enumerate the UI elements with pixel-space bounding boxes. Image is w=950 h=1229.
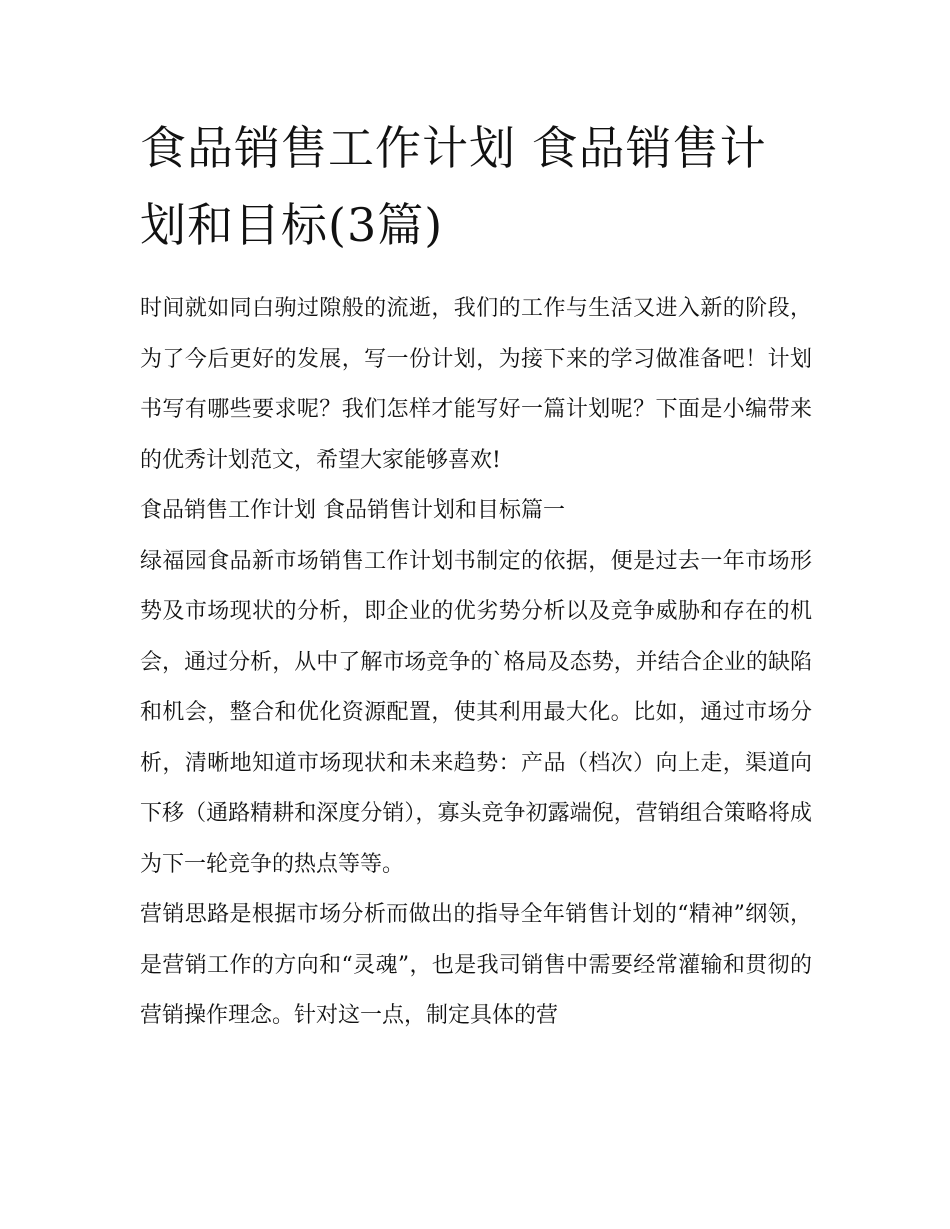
document-page: [140, 110, 812, 1042]
body-paragraph-1: 绿福园食品新市场销售工作计划书制定的依据，便是过去一年市场形势及市场现状的分析，即企业的优劣势分析以及竞争威胁和存在的机会，通过分析，从中了解市场竞争的`格局及态势，并结合企业的缺陷和机会，整合和优化资源配置，使其利用最大化。比如，通过市场分析，清晰地知道市场现状和未来趋势：产品（档次）向上走，渠道向下移（通路精耕和深度分销），寡头竞争初露端倪，营销组合策略将成为下一轮竞争的热点等等。: [140, 548, 812, 877]
body-paragraph-2: 营销思路是根据市场分析而做出的指导全年销售计划的“精神”纲领，是营销工作的方向和“灵魂”，也是我司销售中需要经常灌输和贯彻的营销操作理念。针对这一点，制定具体的营: [140, 902, 812, 1028]
document-title: 食品销售工作计划 食品销售计划和目标(3篇): [140, 121, 767, 252]
section-heading: 食品销售工作计划 食品销售计划和目标篇一: [140, 498, 565, 523]
intro-paragraph: 时间就如同白驹过隙般的流逝，我们的工作与生活又进入新的阶段，为了今后更好的发展，写一份计划，为接下来的学习做准备吧！计划书写有哪些要求呢？我们怎样才能写好一篇计划呢？下面是小编带来的优秀计划范文，希望大家能够喜欢!: [140, 296, 812, 473]
